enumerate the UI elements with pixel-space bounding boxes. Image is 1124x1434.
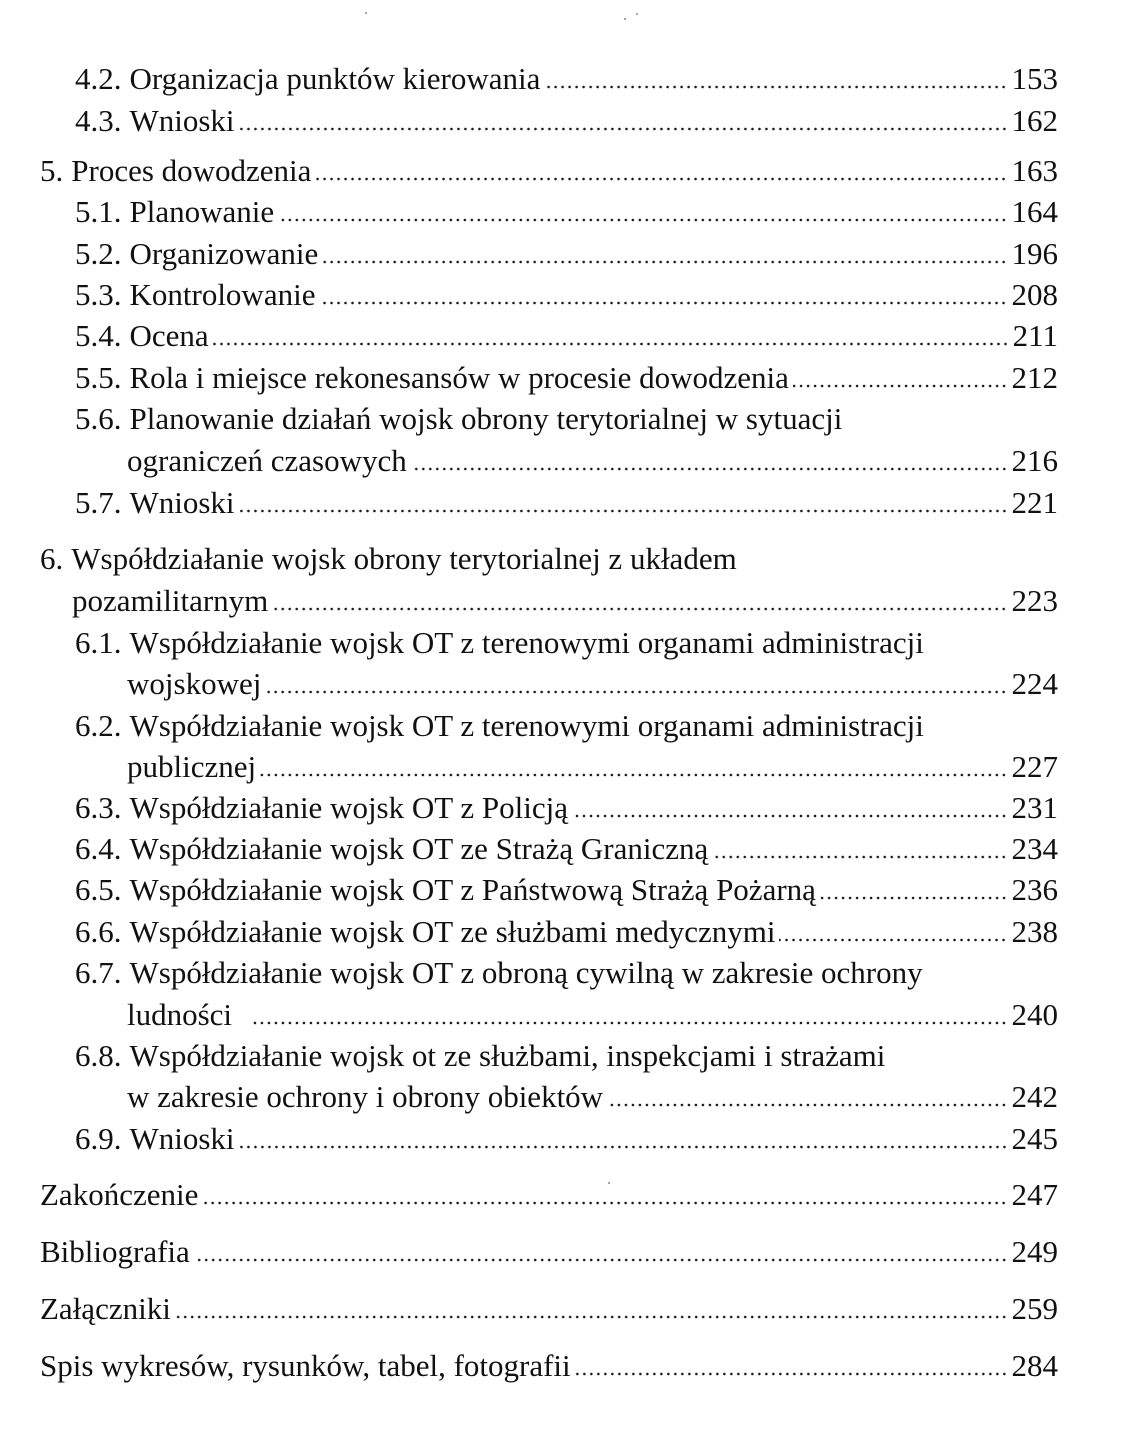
toc-entry-zakonczenie[interactable] [40, 1172, 1058, 1214]
toc-entry-6-9[interactable] [75, 1116, 1058, 1158]
toc-entry-number: 6.8. [75, 1038, 122, 1073]
toc-entry-title: Współdziałanie wojsk OT z Państwową Strażą Pożarną [129, 872, 816, 907]
dot-leader [319, 301, 1007, 305]
dot-leader [544, 85, 1007, 89]
toc-page-number: 227 [1011, 749, 1058, 784]
toc-page-number: 242 [1011, 1079, 1058, 1114]
toc-entry-number: 6.9. [75, 1121, 122, 1156]
toc-entry-6-2-continued[interactable] [127, 744, 1058, 786]
dot-leader [272, 607, 1007, 611]
dot-leader [250, 1021, 1007, 1025]
toc-page-number: 221 [1011, 485, 1058, 520]
toc-page-number: 224 [1011, 666, 1058, 701]
toc-entry-title: Współdziałanie wojsk OT z Policją [129, 790, 568, 825]
toc-entry-title-continued: pozamilitarnym [72, 583, 269, 618]
toc-entry-number: 6. [40, 541, 64, 576]
toc-entry-6-6[interactable] [75, 909, 1058, 951]
toc-entry-number: 6.7. [75, 955, 122, 990]
scan-speck [624, 18, 626, 20]
dot-leader [793, 384, 1008, 388]
toc-entry-title: Rola i miejsce rekonesansów w procesie dowodzenia [129, 360, 789, 395]
toc-entry-title: Współdziałanie wojsk OT z obroną cywilną w zakresie ochrony [129, 955, 923, 990]
dot-leader [779, 938, 1007, 942]
toc-page-number: 162 [1011, 103, 1058, 138]
toc-chapter-6[interactable] [40, 536, 1058, 578]
toc-entry-title: Współdziałanie wojsk obrony terytorialnej z układem [71, 541, 737, 576]
toc-entry-number: 5.6. [75, 401, 122, 436]
toc-entry-number: 6.6. [75, 914, 122, 949]
toc-chapter-5[interactable] [40, 148, 1058, 190]
toc-page-number: 240 [1011, 997, 1058, 1032]
dot-leader [315, 177, 1007, 181]
toc-entry-zalaczniki[interactable] [40, 1286, 1058, 1328]
toc-entry-number: 5.7. [75, 485, 122, 520]
dot-leader [260, 773, 1007, 777]
toc-entry-number: 5. [40, 153, 64, 188]
dot-leader [712, 855, 1007, 859]
toc-entry-number: 6.1. [75, 625, 122, 660]
toc-entry-title: Współdziałanie wojsk OT ze służbami medycznymi [129, 914, 776, 949]
toc-entry-5-2[interactable] [75, 231, 1058, 273]
toc-entry-title: Współdziałanie wojsk OT z terenowymi organami administracji [129, 625, 924, 660]
toc-entry-title-continued: w zakresie ochrony i obrony obiektów [127, 1079, 604, 1114]
dot-leader [278, 218, 1007, 222]
dot-leader [239, 509, 1008, 513]
toc-page-number: 163 [1011, 153, 1058, 188]
toc-entry-title: Organizacja punktów kierowania [129, 61, 541, 96]
toc-entry-number: 5.4. [75, 318, 122, 353]
toc-entry-number: 5.5. [75, 360, 122, 395]
toc-entry-number: 6.5. [75, 872, 122, 907]
toc-entry-bibliografia[interactable] [40, 1229, 1058, 1271]
toc-page-number: 231 [1011, 790, 1058, 825]
toc-entry-title-continued: ludności [127, 997, 233, 1032]
dot-leader [213, 342, 1009, 346]
toc-page-number: 234 [1011, 831, 1058, 866]
dot-leader [572, 814, 1008, 818]
toc-entry-6-8[interactable] [75, 1033, 1058, 1075]
toc-entry-6-2[interactable] [75, 703, 1058, 745]
dot-leader [322, 260, 1007, 264]
toc-page-number: 249 [1011, 1234, 1058, 1269]
toc-entry-title: Wnioski [129, 485, 235, 520]
toc-entry-title: Planowanie działań wojsk obrony terytorialnej w sytuacji [129, 401, 843, 436]
toc-entry-title: Zakończenie [40, 1177, 199, 1212]
toc-page-number: 211 [1012, 318, 1058, 353]
toc-entry-6-1-continued[interactable] [127, 661, 1058, 703]
toc-page-number: 247 [1011, 1177, 1058, 1212]
toc-entry-title: Spis wykresów, rysunków, tabel, fotografii [40, 1348, 571, 1383]
scan-speck [636, 13, 638, 15]
toc-entry-5-4[interactable] [75, 313, 1058, 355]
toc-entry-number: 6.3. [75, 790, 122, 825]
dot-leader [411, 467, 1008, 471]
scan-speck [365, 12, 367, 14]
toc-entry-4-3[interactable] [75, 98, 1058, 140]
dot-leader [239, 1145, 1008, 1149]
dot-leader [607, 1103, 1007, 1107]
toc-entry-6-7[interactable] [75, 950, 1058, 992]
toc-entry-title: Bibliografia [40, 1234, 190, 1269]
toc-entry-6-3[interactable] [75, 785, 1058, 827]
toc-entry-title: Kontrolowanie [129, 277, 316, 312]
toc-entry-5-6-continued[interactable] [127, 438, 1058, 480]
toc-entry-6-8-continued[interactable] [127, 1074, 1058, 1116]
toc-entry-title: Załączniki [40, 1291, 171, 1326]
dot-leader [239, 127, 1008, 131]
toc-entry-title: Proces dowodzenia [71, 153, 312, 188]
toc-entry-title: Wnioski [129, 1121, 235, 1156]
toc-entry-number: 5.3. [75, 277, 122, 312]
toc-entry-number: 6.2. [75, 708, 122, 743]
dot-leader [265, 690, 1007, 694]
toc-entry-5-5[interactable] [75, 355, 1058, 397]
toc-entry-number: 6.4. [75, 831, 122, 866]
toc-entry-5-3[interactable] [75, 272, 1058, 314]
toc-entry-title-continued: ograniczeń czasowych [127, 443, 407, 478]
toc-entry-title: Organizowanie [129, 236, 319, 271]
toc-page-number: 236 [1011, 872, 1058, 907]
dot-leader [820, 896, 1008, 900]
toc-page-number: 238 [1011, 914, 1058, 949]
toc-page-number: 245 [1011, 1121, 1058, 1156]
toc-page-number: 212 [1011, 360, 1058, 395]
toc-page-number: 223 [1011, 583, 1058, 618]
toc-entry-title: Współdziałanie wojsk OT ze Strażą Graniczną [129, 831, 709, 866]
dot-leader [194, 1258, 1008, 1262]
toc-entry-number: 4.3. [75, 103, 122, 138]
toc-page-number: 164 [1011, 194, 1058, 229]
toc-chapter-6-continued[interactable] [72, 578, 1058, 620]
toc-page-number: 208 [1011, 277, 1058, 312]
toc-entry-title: Współdziałanie wojsk OT z terenowymi organami administracji [129, 708, 924, 743]
scan-speck [608, 1182, 610, 1184]
toc-page-number: 216 [1011, 443, 1058, 478]
toc-entry-4-2[interactable] [75, 56, 1058, 98]
dot-leader [175, 1315, 1008, 1319]
toc-entry-title-continued: publicznej [127, 749, 257, 784]
toc-entry-number: 5.1. [75, 194, 122, 229]
toc-entry-6-5[interactable] [75, 867, 1058, 909]
toc-entry-5-6[interactable] [75, 396, 1058, 438]
toc-entry-number: 5.2. [75, 236, 122, 271]
toc-entry-5-1[interactable] [75, 189, 1058, 231]
toc-page-number: 196 [1011, 236, 1058, 271]
toc-entry-6-7-continued[interactable] [127, 992, 1058, 1034]
toc-page-number: 259 [1011, 1291, 1058, 1326]
dot-leader [202, 1201, 1007, 1205]
toc-entry-title: Planowanie [129, 194, 275, 229]
toc-entry-spis[interactable] [40, 1343, 1058, 1385]
toc-entry-title: Współdziałanie wojsk ot ze służbami, inspekcjami i strażami [129, 1038, 886, 1073]
toc-entry-5-7[interactable] [75, 480, 1058, 522]
toc-entry-6-1[interactable] [75, 620, 1058, 662]
toc-page-number: 284 [1011, 1348, 1058, 1383]
dot-leader [575, 1372, 1008, 1376]
toc-entry-title-continued: wojskowej [127, 666, 262, 701]
toc-entry-6-4[interactable] [75, 826, 1058, 868]
toc-entry-title: Ocena [129, 318, 209, 353]
toc-entry-title: Wnioski [129, 103, 235, 138]
toc-entry-number: 4.2. [75, 61, 122, 96]
toc-page-number: 153 [1011, 61, 1058, 96]
